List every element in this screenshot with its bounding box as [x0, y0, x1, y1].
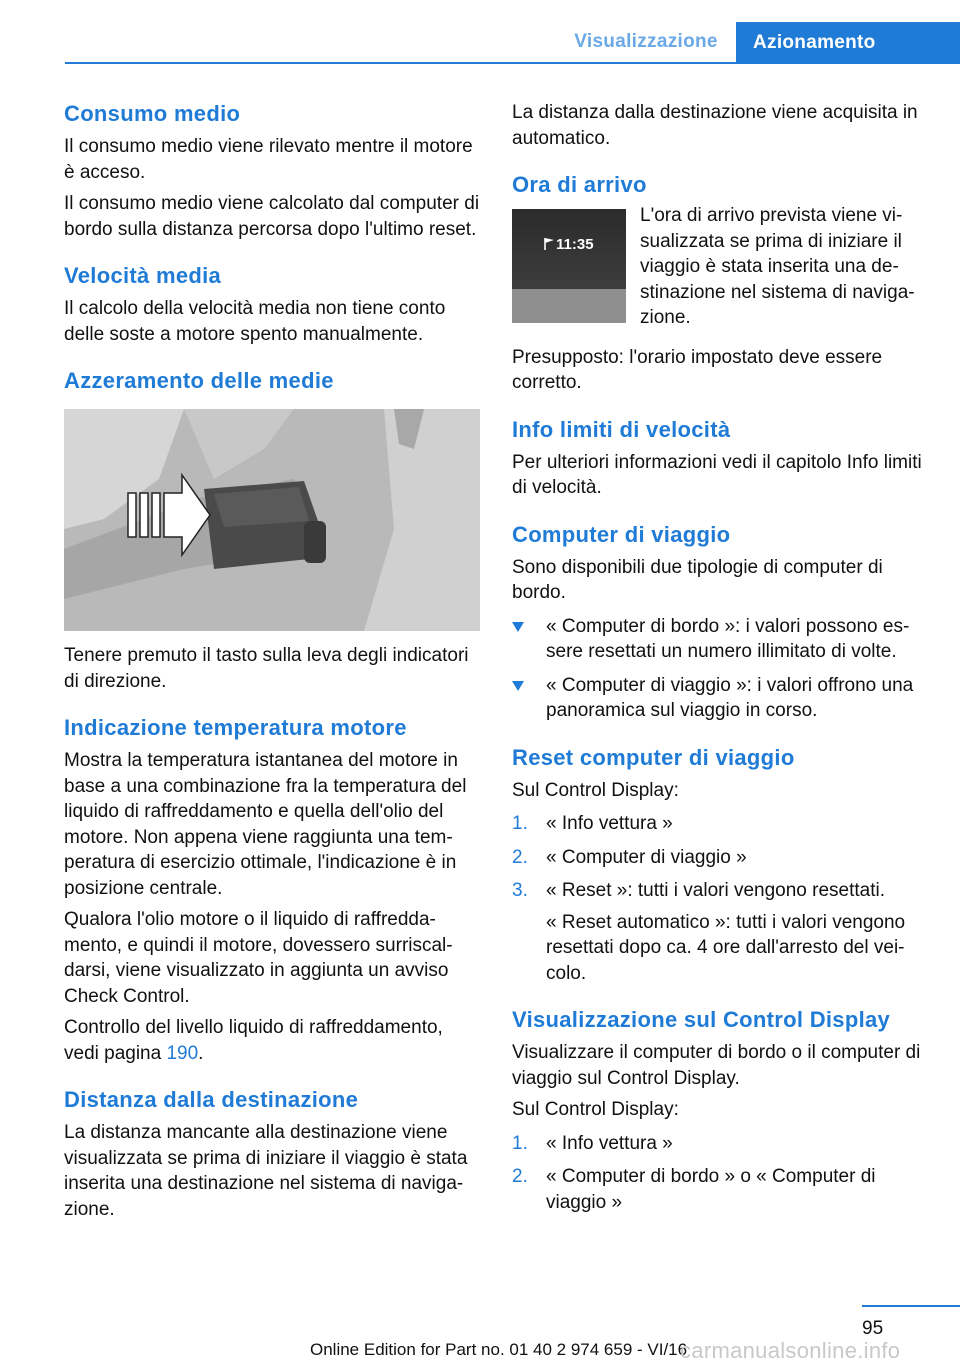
section-title-reset: Reset computer di viaggio: [512, 744, 795, 770]
paragraph-with-link: [64, 1015, 482, 1066]
page-link-190[interactable]: 190: [166, 1042, 199, 1064]
arrival-time-value: 11:35: [556, 236, 594, 253]
step-text: « Computer di bordo » o « Computer di viaggio »: [546, 1166, 876, 1213]
step-item: [512, 1131, 930, 1157]
paragraph: Sono disponibili due tipologie di computer di bordo.: [512, 556, 883, 603]
step-text: « Reset »: tutti i valori vengono resettati.: [546, 880, 886, 901]
left-column: [64, 100, 482, 1222]
destination-flag-icon: [542, 237, 556, 251]
paragraph: La distanza mancante alla destinazione viene visualizzata se prima di iniziare il viaggio è stata inserita una destinazione nel sistema di navigazione.: [64, 1122, 468, 1220]
page-number: 95: [862, 1318, 884, 1339]
watermark: carmanualsonline.info: [680, 1338, 901, 1362]
section-title-ora-arrivo: Ora di arrivo: [512, 172, 647, 197]
section-title-velocita-media: Velocità media: [64, 263, 222, 288]
link-suffix: .: [198, 1042, 204, 1064]
section-title-consumo-medio: Consumo medio: [64, 101, 241, 126]
header-tab-visualizzazione[interactable]: Visualizzazione: [574, 31, 718, 52]
triangle-bullet-icon: [512, 681, 524, 691]
edition-note: Online Edition for Part no. 01 40 2 974 659 - VI/16: [310, 1340, 688, 1359]
step-item: [512, 811, 930, 837]
paragraph: Per ulteriori informazioni vedi il capitolo Info limiti di velocità.: [512, 451, 922, 498]
section-title-distanza-destinazione: Distanza dalla destinazione: [64, 1087, 359, 1112]
footer-rule: [862, 1305, 960, 1307]
right-column: [512, 100, 930, 1215]
arrival-time-display-image: [512, 209, 626, 323]
step-text: « Info vettura »: [546, 1132, 673, 1154]
paragraph: Presupposto: l'orario impostato deve essere corretto.: [512, 346, 883, 393]
step-number: 1.: [512, 1132, 528, 1154]
turn-signal-lever-photo: [64, 409, 480, 631]
paragraph: Sul Control Display:: [512, 1099, 679, 1120]
paragraph: Sul Control Display:: [512, 779, 679, 801]
step-text: « Computer di viaggio »: [546, 846, 747, 868]
section-title-info-limiti: Info limiti di velocità: [512, 416, 731, 442]
header-tab-azionamento[interactable]: Azionamento: [736, 22, 960, 64]
step-number: 2.: [512, 1166, 528, 1187]
triangle-bullet-icon: [512, 622, 524, 632]
arrival-block: [512, 203, 930, 331]
list-item-text: « Computer di viaggio »: i valori offrono una panoramica sul viaggio in corso.: [546, 674, 914, 721]
step-number: 3.: [512, 880, 528, 901]
section-title-computer-viaggio: Computer di viaggio: [512, 521, 731, 547]
step-note: « Reset automatico »: tutti i valori vengono resettati dopo ca. 4 ore dall'arresto del veicolo.: [546, 911, 906, 984]
list-item-text: « Computer di bordo »: i valori possono essere resettati un numero illimitato di volte.: [546, 615, 910, 662]
list-item: [512, 673, 930, 724]
step-item: [512, 1164, 930, 1215]
step-item: [512, 845, 930, 871]
lever-illustration: [64, 409, 480, 631]
section-title-control-display: Visualizzazione sul Control Display: [512, 1007, 891, 1032]
section-title-azzeramento: Azzeramento delle medie: [64, 368, 334, 393]
link-prefix: Controllo del livello liquido di raffreddamento, vedi pagina: [64, 1017, 443, 1064]
step-item: [512, 878, 930, 904]
paragraph: Il consumo medio viene calcolato dal computer di bordo sulla distanza percorsa dopo l'ultimo reset.: [64, 193, 480, 240]
paragraph: Qualora l'olio motore o il liquido di raffreddamento, e quindi il motore, dovessero surriscaldarsi, viene visualizzato in aggiunta un avviso Check Control.: [64, 909, 453, 1007]
step-text: « Info vettura »: [546, 813, 673, 834]
paragraph: Mostra la temperatura istantanea del motore in base a una combinazione fra la temperatura del liquido di raffreddamento e quella dell'olio del motore. Non appena viene raggiunta una temperatura di esercizio ottimale, l'indicazione è in posizione centrale.: [64, 750, 467, 899]
paragraph: Il consumo medio viene rilevato mentre il motore è acceso.: [64, 136, 473, 183]
paragraph: La distanza dalla destinazione viene acquisita in automatico.: [512, 102, 918, 149]
paragraph: L'ora di arrivo prevista viene visualizzata se prima di iniziare il viaggio è stata inserita una destinazione nel sistema di navigazione.: [640, 205, 915, 328]
paragraph: Tenere premuto il tasto sulla leva degli indicatori di direzione.: [64, 645, 469, 692]
step-number: 1.: [512, 813, 528, 834]
step-number: 2.: [512, 846, 528, 868]
list-item: [512, 614, 930, 665]
header-rule: [65, 62, 960, 64]
paragraph: Il calcolo della velocità media non tiene conto delle soste a motore spento manualmente.: [64, 298, 446, 345]
paragraph: Visualizzare il computer di bordo o il computer di viaggio sul Control Display.: [512, 1042, 921, 1089]
section-title-temperatura-motore: Indicazione temperatura motore: [64, 715, 407, 740]
